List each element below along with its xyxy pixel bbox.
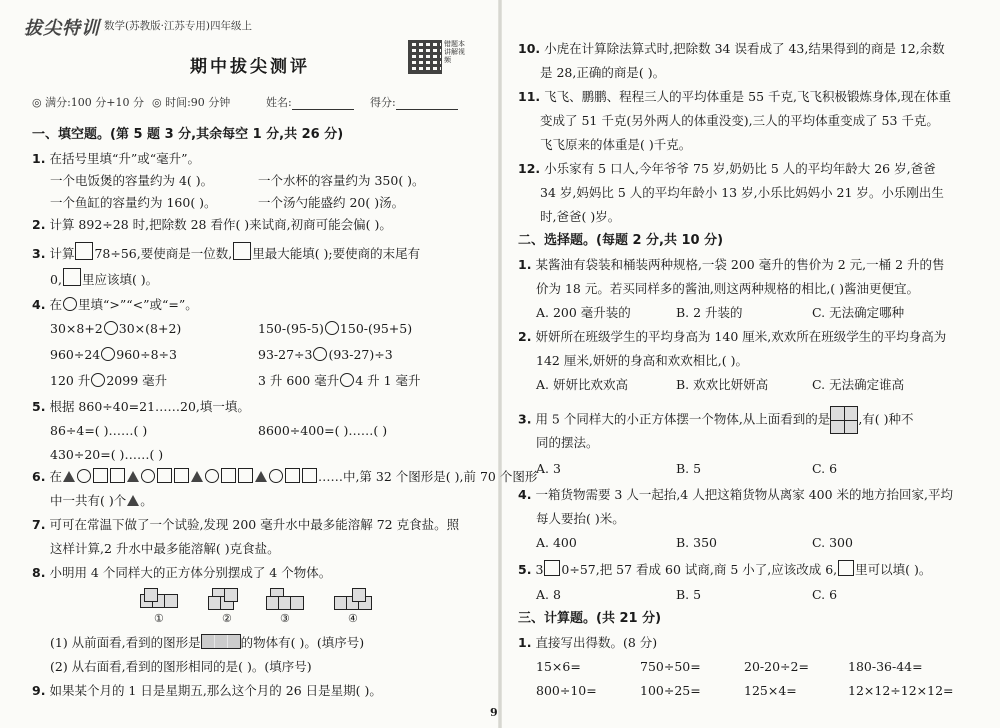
choice-4-option-c[interactable]: C. 300	[812, 535, 853, 550]
q8-part-2: (2) 从右面看,看到的图形相同的是( )。(填序号)	[50, 659, 312, 674]
choice-2-option-a[interactable]: A. 妍妍比欢欢高	[536, 377, 628, 392]
section-calculation: 三、计算题。(共 21 分)	[518, 611, 662, 626]
q4-row2-right: 93-27÷3 (93-27)÷3	[258, 347, 393, 362]
compare-circle-icon	[91, 373, 105, 387]
choice-5-option-b[interactable]: B. 5	[676, 587, 702, 602]
choice-3-option-c[interactable]: C. 6	[812, 461, 838, 476]
choice-1-option-c[interactable]: C. 无法确定哪种	[812, 305, 905, 320]
choice-1-cont: 价为 18 元。若买同样多的酱油,则这两种规格的相比,( )酱油更便宜。	[536, 281, 920, 296]
right-column	[500, 0, 1000, 728]
question-12-cont: 34 岁,妈妈比 5 人的平均年龄小 13 岁,小乐比妈妈小 21 岁。小乐刚出生	[540, 185, 944, 200]
question-4: 4. 在 里填“>”“<”或“=”。	[32, 297, 198, 312]
choice-2-option-c[interactable]: C. 无法确定谁高	[812, 377, 905, 392]
cube-figure-4: ④	[334, 588, 374, 610]
q4-row2-left: 960÷24 960÷8÷3	[50, 347, 177, 362]
choice-4-cont: 每人要抬( )米。	[536, 511, 625, 526]
full-score: ◎ 满分:100 分+10 分	[32, 96, 145, 109]
question-1: 1. 在括号里填“升”或“毫升”。	[32, 151, 200, 166]
question-6: 6. 在 ……中,第 32 个图形是( ),前 70 个图形	[32, 469, 538, 484]
choice-1-option-b[interactable]: B. 2 升装的	[676, 305, 743, 320]
q4-row1-left: 30×8+2 30×(8+2)	[50, 321, 182, 336]
calc-r2-2: 100÷25=	[640, 683, 701, 698]
choice-1-option-a[interactable]: A. 200 毫升装的	[536, 305, 631, 320]
calc-r2-4: 12×12÷12×12=	[848, 683, 954, 698]
question-12-cont2: 时,爸爸( )岁。	[540, 209, 621, 224]
name-label: 姓名:	[266, 96, 292, 109]
circle-icon	[63, 297, 77, 311]
question-3: 3. 计算 78÷56,要使商是一位数, 里最大能填( );要使商的末尾有	[32, 242, 420, 263]
brand-logo: 拔尖特训	[24, 18, 100, 39]
choice-3-option-a[interactable]: A. 3	[536, 461, 561, 476]
q1-item-a: 一个电饭煲的容量约为 4( )。	[50, 173, 214, 188]
question-10-cont: 是 28,正确的商是( )。	[540, 65, 666, 80]
score-field[interactable]	[370, 94, 458, 110]
compare-circle-icon	[313, 347, 327, 361]
blank-box-icon	[838, 560, 854, 576]
cube-figure-2: ②	[208, 588, 248, 610]
name-field[interactable]	[266, 94, 354, 110]
q1-item-c: 一个鱼缸的容量约为 160( )。	[50, 195, 217, 210]
top-view-icon	[830, 406, 858, 434]
calc-r2-1: 800÷10=	[536, 683, 597, 698]
calc-r1-2: 750÷50=	[640, 659, 701, 674]
choice-3-cont: 同的摆法。	[536, 435, 599, 450]
choice-3-option-b[interactable]: B. 5	[676, 461, 702, 476]
qr-code-icon[interactable]	[408, 40, 442, 74]
choice-5-option-c[interactable]: C. 6	[812, 587, 838, 602]
calc-r2-3: 125×4=	[744, 683, 797, 698]
question-6-cont: 中一共有( )个 。	[50, 493, 153, 508]
blank-box-icon	[544, 560, 560, 576]
question-11-cont2: 飞飞原来的体重是( )千克。	[540, 137, 692, 152]
score-label: 得分:	[370, 96, 396, 109]
question-5: 5. 根据 860÷40=21……20,填一填。	[32, 399, 250, 414]
choice-2-cont: 142 厘米,妍妍的身高和欢欢相比,( )。	[536, 353, 749, 368]
question-3-cont: 0, 里应该填( )。	[50, 268, 158, 289]
q4-row1-right: 150-(95-5) 150-(95+5)	[258, 321, 413, 336]
choice-2: 2. 妍妍所在班级学生的平均身高为 140 厘米,欢欢所在班级学生的平均身高为	[518, 329, 947, 344]
compare-circle-icon	[325, 321, 339, 335]
question-2: 2. 计算 892÷28 时,把除数 28 看作( )来试商,初商可能会偏( )。	[32, 217, 392, 232]
calc-1: 1. 直接写出得数。(8 分)	[518, 635, 658, 650]
question-12: 12. 小乐家有 5 口人,今年爷爷 75 岁,奶奶比 5 人的平均年龄大 26 岁,爸爸	[518, 161, 936, 176]
blank-box-icon	[233, 242, 251, 260]
q1-item-b: 一个水杯的容量约为 350( )。	[258, 173, 425, 188]
calc-r1-1: 15×6=	[536, 659, 581, 674]
cube-figure-3: ③	[266, 588, 306, 610]
time-limit: ◎ 时间:90 分钟	[152, 96, 231, 109]
blank-box-icon	[75, 242, 93, 260]
question-10: 10. 小虎在计算除法算式时,把除数 34 误看成了 43,结果得到的商是 12,余数	[518, 41, 945, 56]
section-choice: 二、选择题。(每题 2 分,共 10 分)	[518, 233, 724, 248]
choice-4-option-b[interactable]: B. 350	[676, 535, 717, 550]
q5-item-a: 86÷4=( )……( )	[50, 423, 148, 438]
page-number: 9	[490, 706, 498, 719]
q4-row3-left: 120 升 2099 毫升	[50, 373, 168, 388]
qr-caption: 错题本讲解视频	[444, 40, 465, 64]
blank-box-icon	[63, 268, 81, 286]
choice-3: 3. 用 5 个同样大的小正方体摆一个物体,从上面看到的是 ,有( )种不	[518, 406, 914, 434]
question-11-cont: 变成了 51 千克(另外两人的体重没变),三人的平均体重变成了 53 千克。	[540, 113, 939, 128]
question-7: 7. 可可在常温下做了一个试验,发现 200 毫升水中最多能溶解 72 克食盐。照	[32, 517, 460, 532]
compare-circle-icon	[101, 347, 115, 361]
question-7-cont: 这样计算,2 升水中最多能溶解( )克食盐。	[50, 541, 280, 556]
choice-2-option-b[interactable]: B. 欢欢比妍妍高	[676, 377, 769, 392]
calc-r1-4: 180-36-44=	[848, 659, 923, 674]
q1-item-d: 一个汤勺能盛约 20( )汤。	[258, 195, 405, 210]
choice-5-option-a[interactable]: A. 8	[536, 587, 561, 602]
front-view-icon	[201, 634, 241, 649]
question-11: 11. 飞飞、鹏鹏、程程三人的平均体重是 55 千克,飞飞积极锻炼身体,现在体重	[518, 89, 951, 104]
subject-label: 数学(苏教版·江苏专用)四年级上	[104, 20, 253, 32]
q5-item-c: 430÷20=( )……( )	[50, 447, 164, 462]
page-title: 期中拔尖测评	[190, 57, 310, 77]
choice-1: 1. 某酱油有袋装和桶装两种规格,一袋 200 毫升的售价为 2 元,一桶 2 升的售	[518, 257, 945, 272]
q8-part-1: (1) 从前面看,看到的图形是 的物体有( )。(填序号)	[50, 635, 365, 650]
q5-item-b: 8600÷400=( )……( )	[258, 423, 388, 438]
q4-row3-right: 3 升 600 毫升 4 升 1 毫升	[258, 373, 421, 388]
choice-5: 5. 3 0÷57,把 57 看成 60 试商,商 5 小了,应该改成 6, 里可以填( )。	[518, 562, 932, 577]
compare-circle-icon	[340, 373, 354, 387]
compare-circle-icon	[104, 321, 118, 335]
triangle-icon	[127, 495, 139, 506]
choice-4-option-a[interactable]: A. 400	[536, 535, 577, 550]
cube-figure-1: ①	[140, 588, 180, 610]
section-fill-blank: 一、填空题。(第 5 题 3 分,其余每空 1 分,共 26 分)	[32, 127, 344, 142]
question-9: 9. 如果某个月的 1 日是星期五,那么这个月的 26 日是星期( )。	[32, 683, 382, 698]
question-8: 8. 小明用 4 个同样大的正方体分别摆成了 4 个物体。	[32, 565, 332, 580]
calc-r1-3: 20-20÷2=	[744, 659, 809, 674]
choice-4: 4. 一箱货物需要 3 人一起抬,4 人把这箱货物从离家 400 米的地方抬回家,平均	[518, 487, 954, 502]
